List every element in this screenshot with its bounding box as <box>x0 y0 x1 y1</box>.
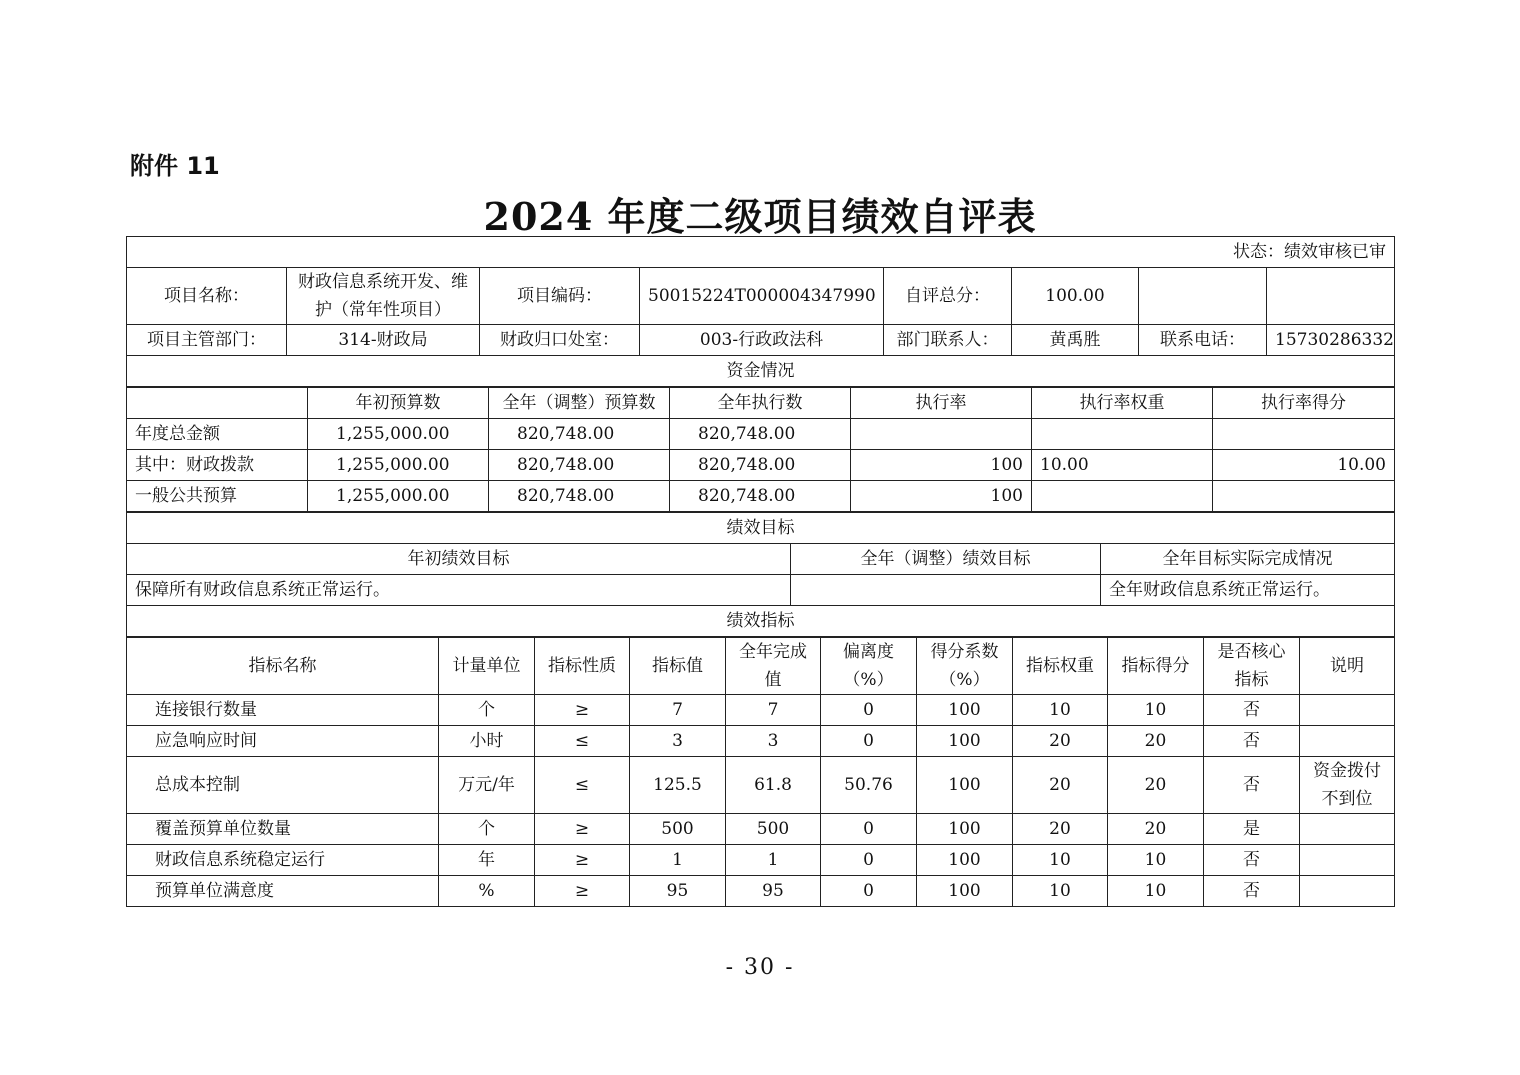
table-row <box>127 845 1395 876</box>
indicator-cell: 0 <box>821 845 917 876</box>
goals-header-row <box>127 544 1395 575</box>
info-table <box>126 236 1395 387</box>
funds-cell <box>1213 419 1395 450</box>
indicator-cell: 0 <box>821 726 917 757</box>
dept-value: 314-财政局 <box>287 325 480 356</box>
table-row <box>127 876 1395 907</box>
indicator-header: 计量单位 <box>439 638 535 695</box>
empty-cell <box>1267 268 1395 325</box>
funds-header: 执行率得分 <box>1213 388 1395 419</box>
table-row <box>127 726 1395 757</box>
dept-label: 项目主管部门： <box>127 325 287 356</box>
indicators-section-title: 绩效指标 <box>127 606 1395 637</box>
indicator-cell <box>1300 726 1395 757</box>
indicator-cell: ≥ <box>535 695 630 726</box>
indicator-cell: 否 <box>1204 876 1300 907</box>
indicator-cell: 小时 <box>439 726 535 757</box>
funds-header: 执行率 <box>851 388 1032 419</box>
funds-cell: 1,255,000.00 <box>308 450 489 481</box>
indicator-cell: 连接银行数量 <box>127 695 439 726</box>
indicator-header: 得分系数（%） <box>917 638 1013 695</box>
indicators-header-row <box>127 638 1395 695</box>
indicator-cell: 7 <box>726 695 821 726</box>
indicator-cell: 0 <box>821 876 917 907</box>
indicator-cell: 否 <box>1204 695 1300 726</box>
funds-cell <box>851 419 1032 450</box>
indicator-cell: 100 <box>917 695 1013 726</box>
indicator-cell: ≥ <box>535 845 630 876</box>
indicator-cell: 20 <box>1108 726 1204 757</box>
funds-cell: 10.00 <box>1032 450 1213 481</box>
score-label: 自评总分： <box>884 268 1012 325</box>
indicator-cell: 20 <box>1013 757 1108 814</box>
funds-cell: 820,748.00 <box>489 450 670 481</box>
goals-cell: 全年财政信息系统正常运行。 <box>1101 575 1395 606</box>
indicator-cell: 是 <box>1204 814 1300 845</box>
indicator-cell: 覆盖预算单位数量 <box>127 814 439 845</box>
indicator-cell: 10 <box>1013 876 1108 907</box>
indicator-cell: 100 <box>917 726 1013 757</box>
indicator-cell: 个 <box>439 695 535 726</box>
goals-header: 全年目标实际完成情况 <box>1101 544 1395 575</box>
project-code: 50015224T000004347990 <box>640 268 884 325</box>
goals-header: 全年（调整）绩效目标 <box>791 544 1101 575</box>
funds-header: 执行率权重 <box>1032 388 1213 419</box>
indicator-cell: 年 <box>439 845 535 876</box>
project-name-label: 项目名称： <box>127 268 287 325</box>
contact-label: 部门联系人： <box>884 325 1012 356</box>
indicator-header: 指标名称 <box>127 638 439 695</box>
indicator-cell: 万元/年 <box>439 757 535 814</box>
indicator-cell: 3 <box>630 726 726 757</box>
indicator-cell: 10 <box>1013 695 1108 726</box>
indicator-cell: 7 <box>630 695 726 726</box>
funds-header <box>127 388 308 419</box>
indicator-header: 是否核心指标 <box>1204 638 1300 695</box>
indicator-cell: ≤ <box>535 726 630 757</box>
indicator-cell: 否 <box>1204 845 1300 876</box>
indicator-cell: 10 <box>1013 845 1108 876</box>
indicator-cell: 个 <box>439 814 535 845</box>
table-row <box>127 419 1395 450</box>
funds-cell: 年度总金额 <box>127 419 308 450</box>
indicator-cell: 95 <box>726 876 821 907</box>
indicator-header: 偏离度（%） <box>821 638 917 695</box>
table-row <box>127 481 1395 512</box>
page-number: - 30 - <box>725 955 795 980</box>
indicator-cell: 否 <box>1204 726 1300 757</box>
indicator-cell <box>1300 814 1395 845</box>
funds-cell: 820,748.00 <box>670 419 851 450</box>
funds-cell: 820,748.00 <box>489 481 670 512</box>
indicator-cell <box>1300 845 1395 876</box>
indicator-cell: 50.76 <box>821 757 917 814</box>
funds-cell: 1,255,000.00 <box>308 481 489 512</box>
contact-value: 黄禹胜 <box>1012 325 1139 356</box>
funds-cell: 100 <box>851 450 1032 481</box>
evaluation-form <box>126 236 1394 907</box>
indicator-header: 全年完成值 <box>726 638 821 695</box>
funds-cell: 820,748.00 <box>489 419 670 450</box>
indicator-header: 指标值 <box>630 638 726 695</box>
indicator-cell: 应急响应时间 <box>127 726 439 757</box>
indicator-cell: 10 <box>1108 845 1204 876</box>
office-label: 财政归口处室： <box>480 325 640 356</box>
funds-cell: 其中：财政拨款 <box>127 450 308 481</box>
indicator-cell: 3 <box>726 726 821 757</box>
indicator-cell: 10 <box>1108 695 1204 726</box>
indicator-header: 指标权重 <box>1013 638 1108 695</box>
indicator-cell: 100 <box>917 876 1013 907</box>
indicator-cell: 预算单位满意度 <box>127 876 439 907</box>
goals-section-title: 绩效目标 <box>127 513 1395 544</box>
indicator-cell: 1 <box>726 845 821 876</box>
indicator-note: 资金拨付不到位 <box>1300 757 1395 814</box>
table-row <box>127 757 1395 814</box>
funds-cell <box>1032 481 1213 512</box>
indicators-table <box>126 637 1395 907</box>
table-row <box>127 695 1395 726</box>
indicator-cell <box>1300 876 1395 907</box>
indicator-cell: 500 <box>630 814 726 845</box>
phone-label: 联系电话： <box>1139 325 1267 356</box>
attachment-label: 附件 11 <box>130 152 220 180</box>
funds-table <box>126 387 1395 512</box>
goals-cell: 保障所有财政信息系统正常运行。 <box>127 575 791 606</box>
indicator-cell: 0 <box>821 814 917 845</box>
indicator-cell: 500 <box>726 814 821 845</box>
project-code-label: 项目编码： <box>480 268 640 325</box>
indicator-cell: 10 <box>1108 876 1204 907</box>
funds-header: 年初预算数 <box>308 388 489 419</box>
funds-cell <box>1032 419 1213 450</box>
funds-section-title: 资金情况 <box>127 356 1395 387</box>
funds-header: 全年执行数 <box>670 388 851 419</box>
funds-cell: 一般公共预算 <box>127 481 308 512</box>
indicator-cell: % <box>439 876 535 907</box>
status-badge: 状态：绩效审核已审 <box>127 237 1395 268</box>
indicator-cell: 20 <box>1108 814 1204 845</box>
indicator-cell: 0 <box>821 695 917 726</box>
goals-cell <box>791 575 1101 606</box>
office-value: 003-行政政法科 <box>640 325 884 356</box>
project-name: 财政信息系统开发、维护（常年性项目） <box>287 268 480 325</box>
table-row <box>127 450 1395 481</box>
indicator-cell <box>1300 695 1395 726</box>
funds-cell: 820,748.00 <box>670 450 851 481</box>
indicator-cell: 61.8 <box>726 757 821 814</box>
indicator-cell: ≤ <box>535 757 630 814</box>
indicator-cell: 125.5 <box>630 757 726 814</box>
funds-cell: 1,255,000.00 <box>308 419 489 450</box>
table-row <box>127 575 1395 606</box>
indicator-cell: 20 <box>1013 814 1108 845</box>
phone-value: 15730286332 <box>1267 325 1395 356</box>
table-row <box>127 814 1395 845</box>
indicator-cell: 否 <box>1204 757 1300 814</box>
indicator-cell: 100 <box>917 814 1013 845</box>
indicator-cell: 财政信息系统稳定运行 <box>127 845 439 876</box>
funds-cell: 10.00 <box>1213 450 1395 481</box>
indicator-cell: ≥ <box>535 814 630 845</box>
funds-cell: 820,748.00 <box>670 481 851 512</box>
indicator-cell: 100 <box>917 757 1013 814</box>
score-value: 100.00 <box>1012 268 1139 325</box>
funds-header: 全年（调整）预算数 <box>489 388 670 419</box>
page-title: 2024 年度二级项目绩效自评表 <box>483 194 1037 239</box>
funds-cell <box>1213 481 1395 512</box>
indicator-cell: 20 <box>1108 757 1204 814</box>
goals-table <box>126 512 1395 637</box>
indicator-cell: 20 <box>1013 726 1108 757</box>
empty-cell <box>1139 268 1267 325</box>
indicator-cell: 1 <box>630 845 726 876</box>
funds-cell: 100 <box>851 481 1032 512</box>
indicator-cell: ≥ <box>535 876 630 907</box>
indicator-cell: 总成本控制 <box>127 757 439 814</box>
indicator-cell: 95 <box>630 876 726 907</box>
indicator-header: 指标性质 <box>535 638 630 695</box>
indicator-header: 指标得分 <box>1108 638 1204 695</box>
goals-header: 年初绩效目标 <box>127 544 791 575</box>
indicator-cell: 100 <box>917 845 1013 876</box>
funds-header-row <box>127 388 1395 419</box>
indicator-header: 说明 <box>1300 638 1395 695</box>
